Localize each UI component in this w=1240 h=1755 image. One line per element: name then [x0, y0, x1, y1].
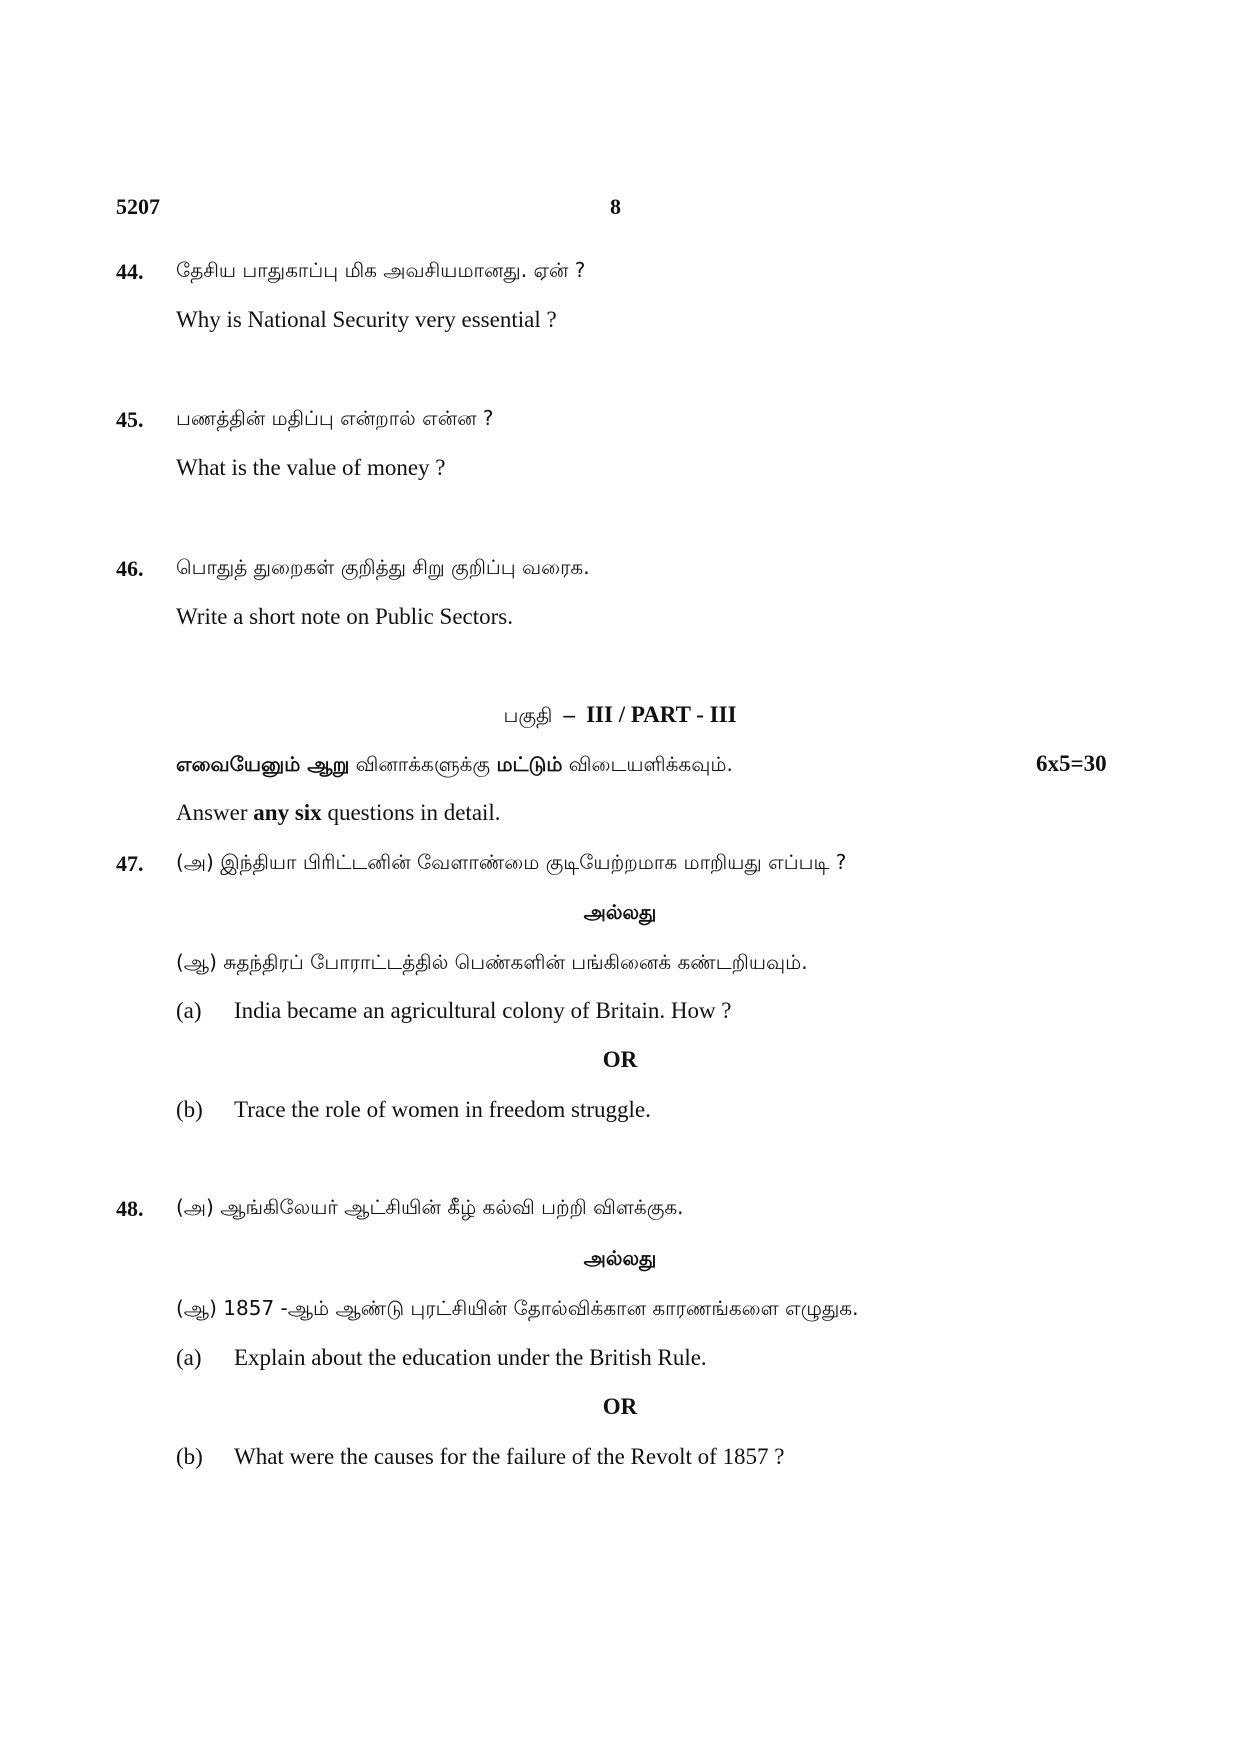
question-number-45: 45.: [116, 407, 144, 432]
part-heading-tamil: பகுதி: [503, 703, 553, 727]
question-48-option-b-english: What were the causes for the failure of the Revolt of 1857 ?: [234, 1444, 785, 1469]
or-tamil-47: அல்லது: [583, 900, 657, 924]
or-english-47: OR: [602, 1047, 638, 1072]
instruction-tamil-bold-1: எவையேனும் ஆறு: [176, 752, 350, 776]
instruction-tamil-mid: வினாக்களுக்கு: [355, 752, 491, 776]
question-number-47: 47.: [116, 851, 144, 876]
option-label: (ஆ): [176, 1296, 217, 1320]
option-text: 1857 -ஆம் ஆண்டு புரட்சியின் தோல்விக்கான காரணங்களை எழுதுக.: [223, 1296, 859, 1320]
or-english-48: OR: [602, 1394, 638, 1419]
question-46-tamil: பொதுத் துறைகள் குறித்து சிறு குறிப்பு வரைக.: [176, 555, 590, 579]
question-number-44: 44.: [116, 259, 144, 284]
question-48-option-b-label: (b): [176, 1444, 203, 1469]
option-label: (ஆ): [176, 950, 217, 974]
part-heading-english: III / PART - III: [586, 702, 737, 727]
question-47-option-a-english: India became an agricultural colony of Britain. How ?: [234, 998, 732, 1023]
option-label: (அ): [176, 1195, 214, 1219]
page-number: 8: [610, 194, 621, 219]
part-heading: [0, 702, 1240, 730]
question-48-option-b-tamil: [176, 1296, 858, 1323]
question-47-option-b-english: Trace the role of women in freedom struggle.: [234, 1097, 651, 1122]
instruction-tamil-end: விடையளிக்கவும்.: [568, 752, 733, 776]
option-text: சுதந்திரப் போராட்டத்தில் பெண்களின் பங்கினைக் கண்டறியவும்.: [223, 950, 808, 974]
question-45-tamil: பணத்தின் மதிப்பு என்றால் என்ன ?: [176, 406, 494, 430]
question-46-english: Write a short note on Public Sectors.: [176, 604, 513, 629]
instruction-english-pre: Answer: [176, 800, 248, 825]
part-heading-separator: –: [563, 702, 575, 727]
marks-allocation: 6x5=30: [1036, 751, 1107, 776]
question-number-48: 48.: [116, 1196, 144, 1221]
question-47-option-b-tamil: [176, 950, 808, 977]
option-text: இந்தியா பிரிட்டனின் வேளாண்மை குடியேற்றமாக மாறியது எப்படி ?: [220, 850, 847, 874]
paper-code: 5207: [116, 194, 160, 219]
question-44-english: Why is National Security very essential ?: [176, 307, 557, 332]
or-tamil-48: அல்லது: [583, 1246, 657, 1270]
question-number-46: 46.: [116, 556, 144, 581]
instruction-english-post: questions in detail.: [327, 800, 501, 825]
question-47-option-a-label: (a): [176, 998, 202, 1023]
instruction-english: [176, 800, 501, 826]
instruction-english-bold: any six: [253, 800, 322, 825]
question-45-english: What is the value of money ?: [176, 455, 446, 480]
question-47-option-b-label: (b): [176, 1097, 203, 1122]
question-48-option-a-tamil: [176, 1195, 684, 1222]
question-48-option-a-english: Explain about the education under the British Rule.: [234, 1345, 707, 1370]
instruction-tamil-bold-2: மட்டும்: [496, 752, 563, 776]
question-44-tamil: தேசிய பாதுகாப்பு மிக அவசியமானது. ஏன் ?: [176, 258, 586, 282]
question-47-option-a-tamil: [176, 850, 846, 877]
option-label: (அ): [176, 850, 214, 874]
option-text: ஆங்கிலேயர் ஆட்சியின் கீழ் கல்வி பற்றி விளக்குக.: [220, 1195, 684, 1219]
instruction-tamil: [176, 752, 733, 779]
question-48-option-a-label: (a): [176, 1345, 202, 1370]
